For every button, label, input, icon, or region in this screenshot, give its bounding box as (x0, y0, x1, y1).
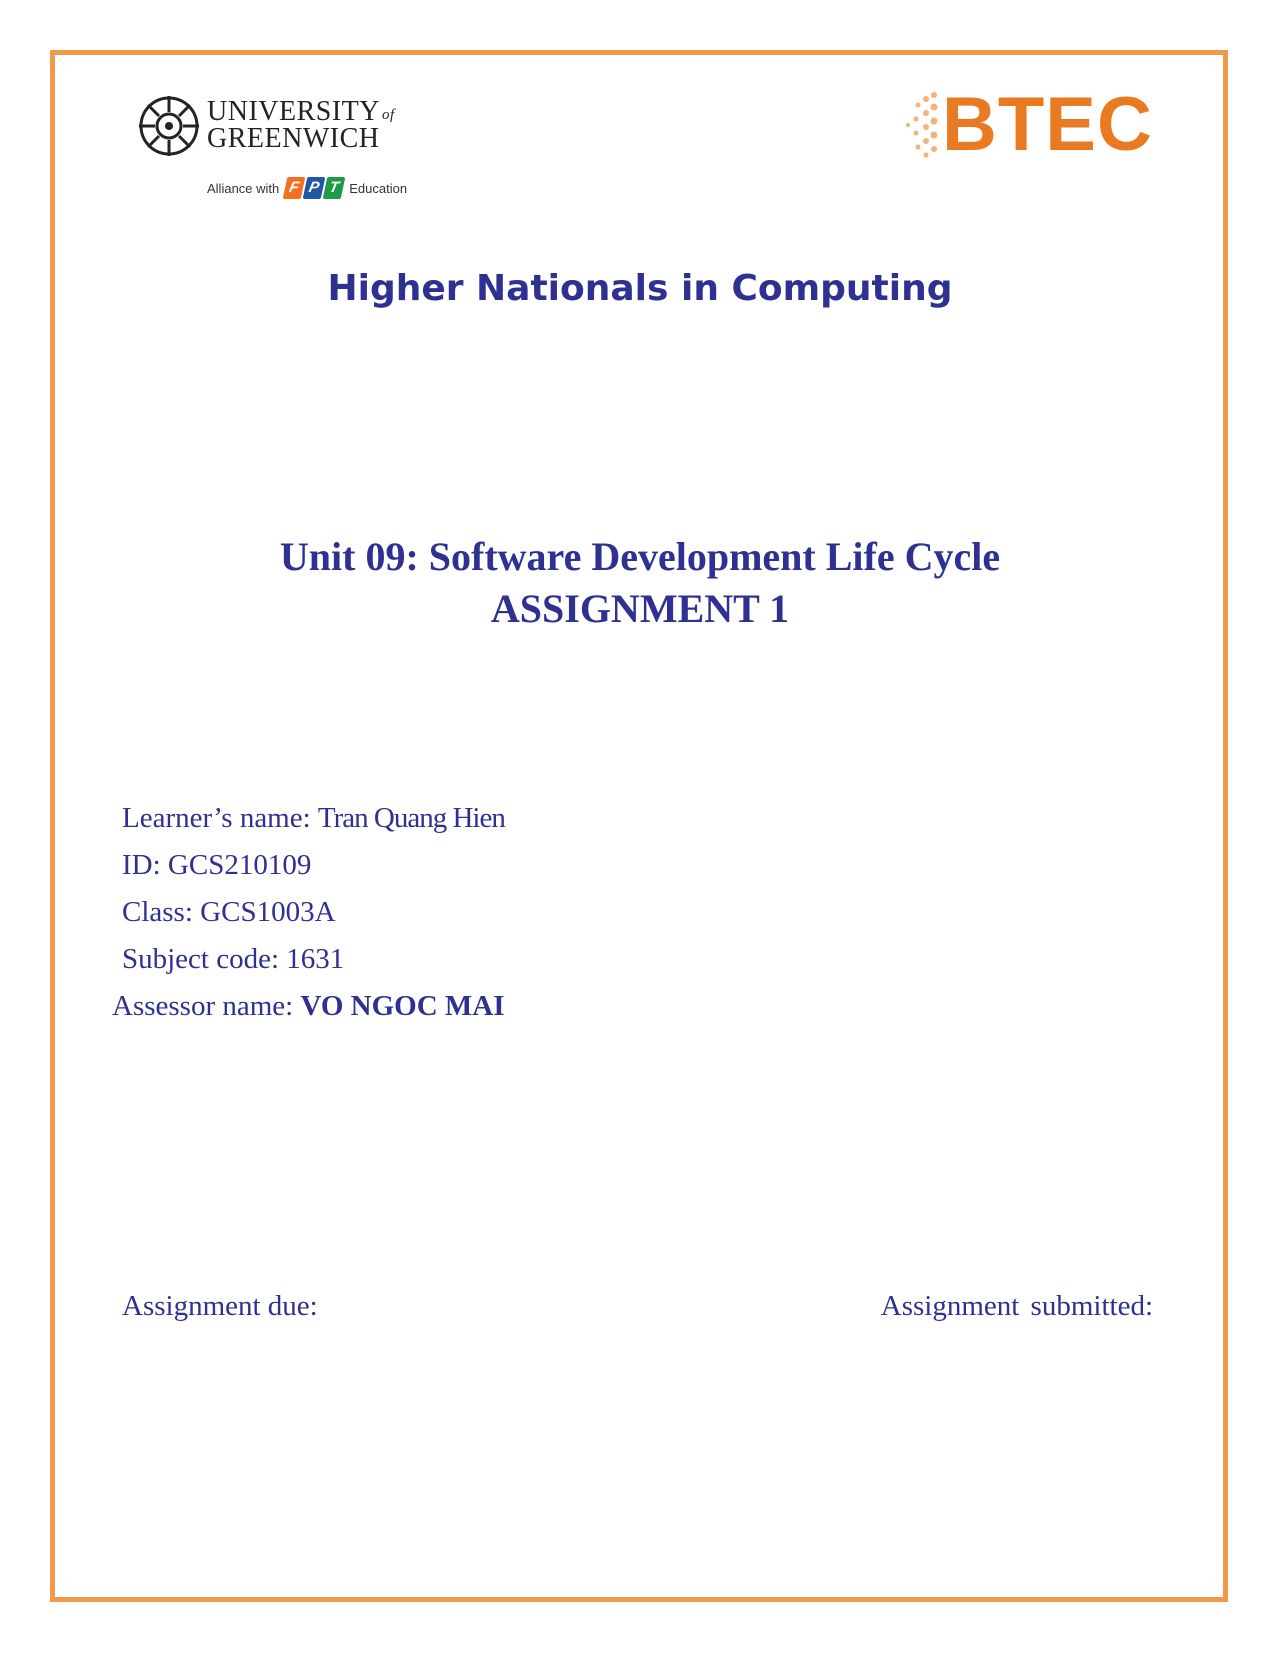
learner-id-value: GCS210109 (167, 849, 312, 881)
class-line (122, 894, 336, 930)
fpt-alliance-line (207, 174, 407, 202)
fpt-letter-p: P (303, 177, 326, 199)
assessor-line (112, 988, 505, 1024)
logo-of-word: of (382, 107, 395, 123)
learner-name-line (122, 800, 505, 836)
alliance-prefix: Alliance with (207, 180, 280, 196)
assessor-value: VO NGOC MAI (300, 990, 505, 1022)
learner-id-line (122, 847, 311, 883)
university-of-greenwich-logo (137, 94, 417, 206)
learner-name-value: Tran Quang Hien (317, 802, 505, 834)
class-label: Class: (122, 896, 193, 928)
fpt-letter-f: F (283, 177, 306, 199)
assignment-title: ASSIGNMENT 1 (490, 586, 790, 631)
assessor-label: Assessor name: (112, 990, 294, 1022)
class-value: GCS1003A (200, 896, 336, 928)
logo-greenwich-text: GREENWICH (207, 123, 380, 154)
subject-code-label: Subject code: (122, 943, 280, 975)
greenwich-crest-icon (137, 94, 201, 158)
btec-wordmark: BTEC (942, 82, 1153, 167)
btec-logo (900, 82, 1160, 167)
fpt-letter-t: T (323, 177, 346, 199)
assignment-due-label: Assignment due: (122, 1290, 318, 1322)
learner-id-label: ID: (122, 849, 161, 881)
assignment-submitted-label: Assignment submitted: (880, 1290, 1153, 1322)
program-title: Higher Nationals in Computing (327, 268, 953, 309)
subject-code-value: 1631 (286, 943, 345, 975)
unit-title: Unit 09: Software Development Life Cycle (279, 534, 1001, 579)
subject-code-line (122, 941, 344, 977)
learner-name-label: Learner’s name: (122, 802, 311, 834)
logo-university-word: UNIVERSITY (207, 96, 380, 127)
alliance-suffix: Education (349, 180, 408, 196)
fpt-logo (285, 177, 343, 199)
